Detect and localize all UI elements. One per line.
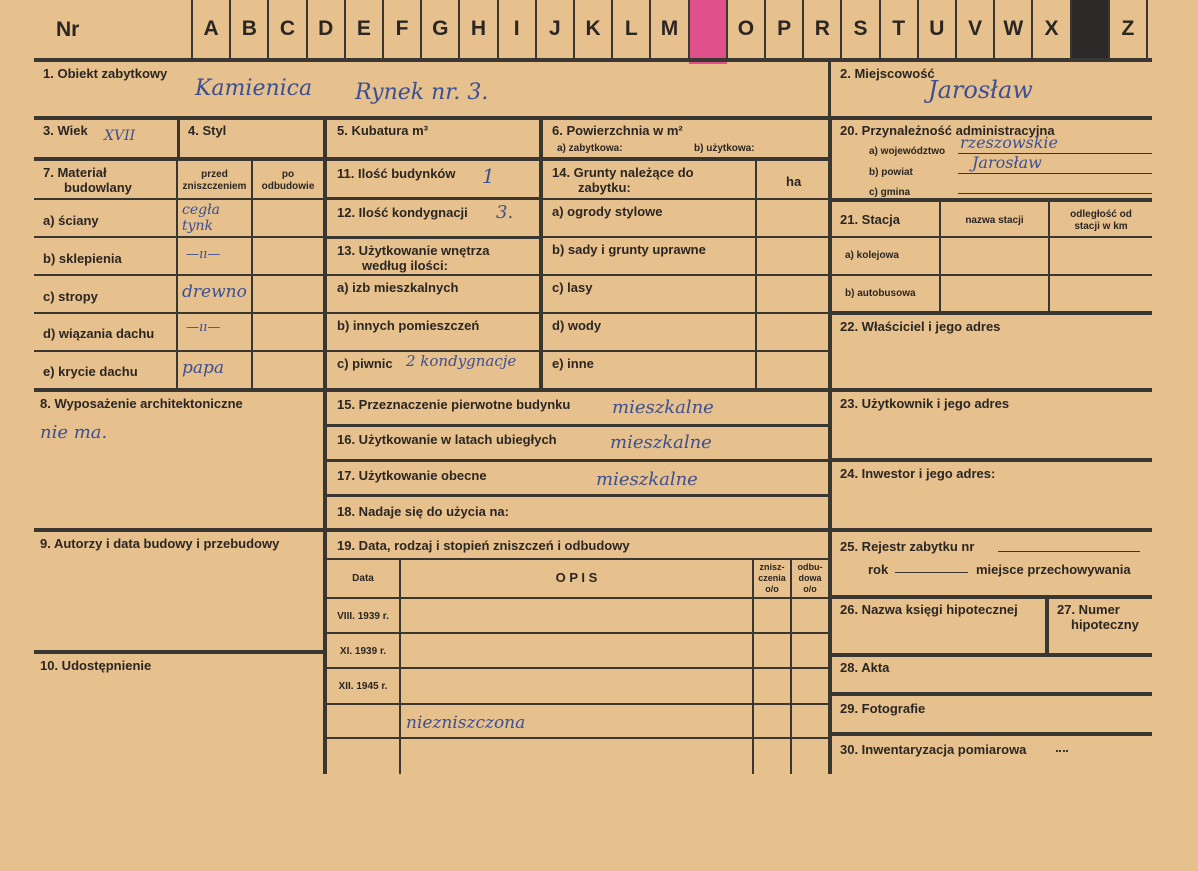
field-28-label: 28. Akta (840, 660, 890, 675)
index-letter-a: A (203, 17, 219, 40)
index-letter-k: K (585, 17, 601, 40)
index-separator (497, 0, 499, 58)
field-12-label: 12. Ilość kondygnacji (337, 205, 468, 220)
rule-y734-right (830, 732, 1152, 736)
field-25-rok: rok (868, 562, 889, 577)
index-letter-d: D (318, 17, 334, 40)
header-nr-label: Nr (56, 18, 80, 41)
field-10-label: 10. Udostępnienie (40, 658, 152, 673)
index-separator (458, 0, 460, 58)
field-11-value: 1 (482, 164, 495, 188)
field-14-b: b) sady i grunty uprawne (552, 242, 706, 257)
field-16-label: 16. Użytkowanie w latach ubiegłych (337, 432, 557, 447)
header-strip (0, 0, 1198, 58)
field-20-a: a) województwo (869, 146, 946, 157)
field-1-value-street: Rynek nr. 3. (355, 80, 489, 105)
col-rebuilt-1: odbu- (797, 562, 823, 572)
rule-f7-a (34, 236, 325, 238)
field-13-a: a) izb mieszkalnych (337, 280, 459, 295)
col-destr-2: czenia (758, 573, 786, 583)
field-13-b: b) innych pomieszczeń (337, 318, 480, 333)
damage-date-1: VIII. 1939 r. (337, 611, 389, 622)
field-7-label: 7. Materiał (43, 165, 107, 180)
rule-f12 (325, 236, 541, 239)
index-letter-o: O (737, 17, 755, 40)
field-3-label: 3. Wiek (43, 123, 88, 138)
field-20-label: 20. Przynależność administracyjna (840, 123, 1055, 138)
field-11-label: 11. Ilość budynków (337, 166, 456, 181)
col-date-header: Data (352, 573, 374, 584)
field-20-b-value: Jarosław (972, 153, 1042, 172)
material-label-roofing: e) krycie dachu (43, 364, 138, 379)
index-letter-r: R (814, 17, 830, 40)
rule-f13-a (325, 312, 541, 314)
rule-f13-header (325, 274, 541, 276)
field-15-value: mieszkalne (612, 397, 714, 418)
material-before-roofing: papa (182, 358, 225, 378)
rule-y390-left (34, 388, 830, 392)
index-separator (1146, 0, 1148, 58)
material-before-ceilings: drewno (182, 282, 247, 302)
rule-y118 (34, 116, 1152, 120)
field-22-label: 22. Właściciel i jego adres (840, 319, 1001, 334)
rule-f14-d (541, 350, 830, 352)
divider-v-830 (828, 118, 832, 774)
field-8-value: nie ma. (40, 422, 108, 443)
rule-f11 (325, 197, 541, 200)
index-separator (726, 0, 728, 58)
field-14-unit: ha (786, 174, 802, 189)
rule-y655-right (830, 653, 1152, 657)
index-letter-x: X (1044, 17, 1059, 40)
index-separator (955, 0, 957, 58)
material-label-roof-truss: d) wiązania dachu (43, 326, 155, 341)
index-separator (688, 0, 690, 58)
col-after-2: odbudowie (261, 181, 315, 192)
index-separator (802, 0, 804, 58)
rule-y597-right (830, 595, 1152, 599)
index-separator (344, 0, 346, 58)
index-separator (1070, 0, 1072, 58)
field-4-label: 4. Styl (188, 123, 227, 138)
rule-f21-header (830, 236, 1152, 238)
rule-f19-r3 (325, 703, 830, 705)
rule-y694-right (830, 692, 1152, 696)
field-25-label: 25. Rejestr zabytku nr (840, 539, 975, 554)
line-register-rok (895, 572, 968, 573)
field-6-label: 6. Powierzchnia w m² (552, 123, 683, 138)
rule-f16 (325, 459, 830, 462)
field-25-miejsce: miejsce przechowywania (976, 562, 1131, 577)
field-13-c: c) piwnic (337, 356, 393, 371)
index-separator (420, 0, 422, 58)
col-rebuilt-2: dowa (798, 573, 822, 583)
col-destr-1: znisz- (759, 562, 785, 572)
field-6-b: b) użytkowa: (694, 143, 755, 154)
field-20-c: c) gmina (869, 187, 911, 198)
field-23-label: 23. Użytkownik i jego adres (840, 396, 1010, 411)
field-14-label-2: zabytku: (578, 180, 631, 195)
material-before-vaults: —ıı— (186, 247, 221, 262)
rule-y390-right (830, 388, 1152, 392)
col-before-1: przed (201, 169, 228, 180)
line-powiat (958, 173, 1152, 174)
material-label-vaults: b) sklepienia (43, 251, 122, 266)
index-separator (993, 0, 995, 58)
rule-y652-left (34, 650, 325, 654)
index-separator (649, 0, 651, 58)
index-letter-z: Z (1121, 17, 1135, 40)
field-30-label: 30. Inwentaryzacja pomiarowa (840, 742, 1027, 757)
index-separator (917, 0, 919, 58)
index-letter-l: L (624, 17, 638, 40)
station-col-dist-2: stacji w km (1074, 221, 1128, 232)
rule-f7-c (34, 312, 325, 314)
header-bottom-rule (34, 58, 1152, 62)
index-separator (267, 0, 269, 58)
divider-v-178-r2 (177, 118, 180, 158)
index-separator (879, 0, 881, 58)
index-letter-c: C (279, 17, 296, 40)
field-16-value: mieszkalne (610, 432, 712, 453)
field-3-value: XVII (104, 128, 136, 144)
rule-f17 (325, 494, 830, 497)
field-18-label: 18. Nadaje się do użycia na: (337, 504, 509, 519)
col-destr-3: o/o (765, 584, 779, 594)
rule-f14-c (541, 312, 830, 314)
index-separator (1108, 0, 1110, 58)
field-29-label: 29. Fotografie (840, 701, 926, 716)
field-6-a: a) zabytkowa: (557, 143, 623, 154)
field-17-label: 17. Użytkowanie obecne (337, 468, 487, 483)
field-21-label: 21. Stacja (840, 212, 900, 227)
material-before-roof-truss: —ıı— (186, 320, 221, 335)
rule-y530-right (830, 528, 1152, 532)
index-letter-v: V (968, 17, 983, 40)
rule-f14-b (541, 274, 830, 276)
station-col-name: nazwa stacji (965, 215, 1024, 226)
field-30-dots (1056, 750, 1068, 752)
rule-f7-header (34, 198, 325, 200)
rule-y530-mid (325, 528, 830, 532)
index-letter-t: T (892, 17, 906, 40)
rule-f14-a (541, 236, 830, 238)
damage-date-2: XI. 1939 r. (339, 646, 387, 657)
col-after-1: po (281, 169, 295, 180)
index-letter-s: S (853, 17, 868, 40)
field-1-label: 1. Obiekt zabytkowy (43, 66, 168, 81)
field-20-b: b) powiat (869, 167, 913, 178)
divider-v-1047-f26 (1045, 597, 1049, 655)
col-opis-header: O P I S (555, 570, 598, 585)
index-letter-g: G (432, 17, 449, 40)
index-letter-e: E (356, 17, 371, 40)
field-2-value: Jarosław (928, 76, 1033, 104)
field-2-label: 2. Miejscowość (840, 66, 935, 81)
rule-f15 (325, 424, 830, 427)
rule-f7-d (34, 350, 325, 352)
station-bus: b) autobusowa (845, 288, 916, 299)
index-separator (382, 0, 384, 58)
index-letter-f: F (395, 17, 409, 40)
col-rebuilt-3: o/o (803, 584, 817, 594)
index-separator (306, 0, 308, 58)
index-separator (764, 0, 766, 58)
index-letter-h: H (470, 17, 487, 40)
station-rail: a) kolejowa (845, 250, 899, 261)
field-8-label: 8. Wyposażenie architektoniczne (40, 396, 243, 411)
field-14-e: e) inne (552, 356, 594, 371)
field-17-value: mieszkalne (596, 469, 698, 490)
rule-f7-b (34, 274, 325, 276)
rule-f19-r4 (325, 737, 830, 739)
field-14-d: d) wody (552, 318, 602, 333)
index-separator (229, 0, 231, 58)
rule-y158-left (34, 157, 830, 161)
field-7-label-2: budowlany (64, 180, 132, 195)
rule-y312-right (830, 311, 1152, 315)
rule-f21-a (830, 274, 1152, 276)
field-20-a-value: rzeszowskie (960, 133, 1059, 152)
field-12-value: 3. (496, 202, 514, 223)
field-14-a: a) ogrody stylowe (552, 204, 663, 219)
index-letter-w: W (1003, 17, 1024, 40)
index-letter-m: M (660, 17, 679, 40)
field-5-label: 5. Kubatura m³ (337, 123, 429, 138)
index-letter-i: I (513, 17, 520, 40)
material-label-walls: a) ściany (43, 213, 99, 228)
index-separator (1031, 0, 1033, 58)
rule-y530-left (34, 528, 325, 532)
damage-note: niezniszczona (406, 713, 526, 733)
field-26-label: 26. Nazwa księgi hipotecznej (840, 602, 1018, 617)
rule-f19-r2 (325, 667, 830, 669)
line-gmina (958, 193, 1152, 194)
index-letter-y: Y (1071, 0, 1109, 58)
col-before-2: zniszczeniem (182, 181, 247, 192)
damage-date-3: XII. 1945 r. (338, 681, 388, 692)
rule-f19-r1 (325, 632, 830, 634)
rule-y200-right (830, 198, 1152, 202)
index-separator (535, 0, 537, 58)
rule-y460-right (830, 458, 1152, 462)
field-19-label: 19. Data, rodzaj i stopień zniszczeń i odbudowy (337, 538, 630, 553)
field-13-label: 13. Użytkowanie wnętrza (337, 243, 490, 258)
index-letter-j: J (549, 17, 561, 40)
index-letter-b: B (241, 17, 257, 40)
field-14-label: 14. Grunty należące do (552, 165, 694, 180)
field-27-label: 27. Numer (1057, 602, 1120, 617)
field-13-c-value: 2 kondygnacje (406, 352, 517, 370)
divider-v-830-top (828, 58, 831, 118)
field-1-value: Kamienica (195, 76, 313, 101)
material-label-ceilings: c) stropy (43, 289, 98, 304)
field-15-label: 15. Przeznaczenie pierwotne budynku (337, 397, 571, 412)
index-separator (573, 0, 575, 58)
rule-f19-header (325, 597, 830, 599)
index-separator (840, 0, 842, 58)
index-letter-u: U (929, 17, 945, 40)
index-letter-p: P (777, 17, 792, 40)
material-before-walls: cegła tynk (182, 202, 220, 234)
field-14-c: c) lasy (552, 280, 593, 295)
index-letter-n: N (689, 0, 727, 64)
field-24-label: 24. Inwestor i jego adres: (840, 466, 996, 481)
station-col-dist-1: odległość od (1070, 209, 1132, 220)
field-13-label-2: według ilości: (362, 258, 448, 273)
index-separator (611, 0, 613, 58)
rule-f14-header (541, 198, 830, 200)
index-separator (191, 0, 193, 58)
field-9-label: 9. Autorzy i data budowy i przebudowy (40, 536, 280, 551)
divider-v-325-r2 (323, 118, 327, 774)
line-register-nr (998, 551, 1140, 552)
field-27-label-2: hipoteczny (1071, 617, 1139, 632)
